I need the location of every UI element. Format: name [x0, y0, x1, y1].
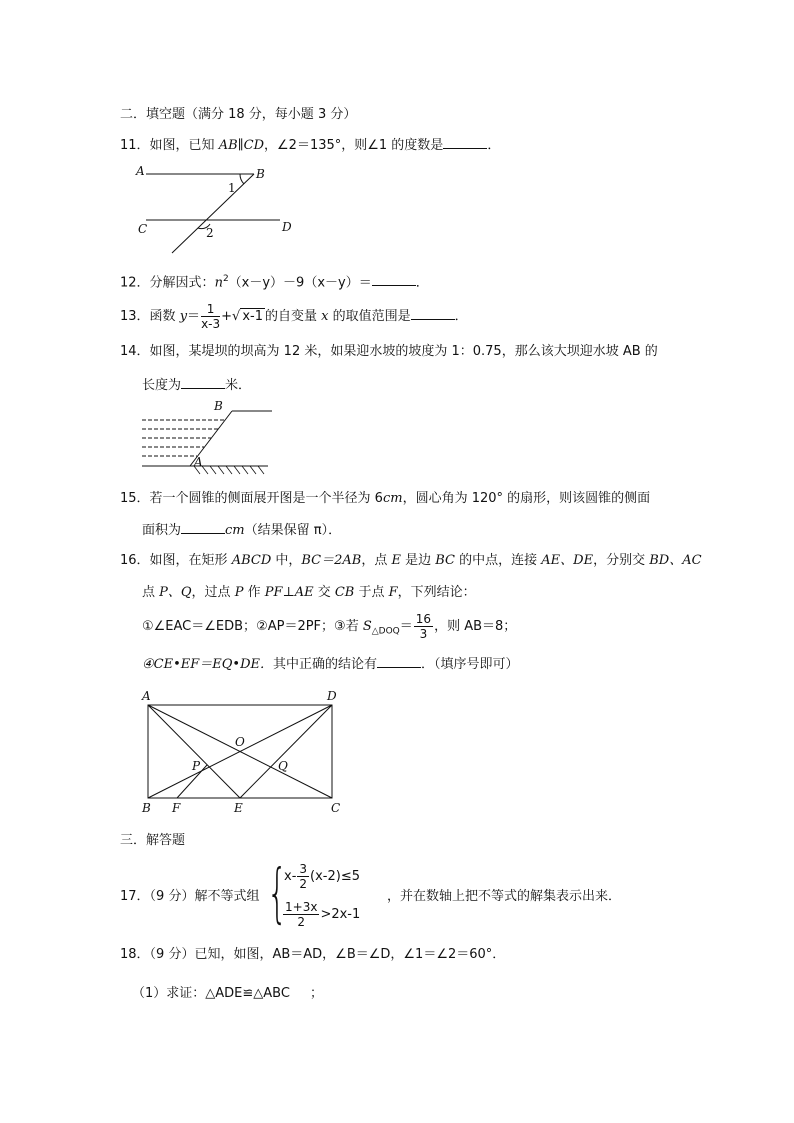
q16-text: ，点: [361, 553, 392, 568]
q13-y: y: [179, 309, 188, 324]
ineq1-den: 2: [299, 877, 308, 891]
q15-line2-a: 面积为: [142, 523, 182, 538]
answer-blank[interactable]: [181, 376, 225, 389]
q14-line2-b: 米．: [225, 378, 252, 393]
question-number: 12．: [120, 275, 150, 291]
q13-fraction: [201, 302, 220, 331]
conclusion-4: ④CE•EF＝EQ•DE．: [142, 657, 273, 672]
q16-text: 点: [142, 585, 160, 600]
q16-text: 交: [313, 585, 335, 600]
q15-unit: cm: [382, 491, 403, 506]
sqrt-sign: √: [232, 309, 241, 324]
q16-rectangle-figure: [134, 686, 354, 818]
q18-sub1: （1）求证：△ADE≌△ABC: [132, 986, 290, 1001]
q16-p: P: [234, 585, 244, 600]
answer-blank[interactable]: [411, 307, 455, 320]
answer-blank[interactable]: [443, 136, 487, 149]
segment-ae: [148, 705, 240, 798]
q12-end: ．: [415, 275, 429, 291]
question-number: 14．: [120, 344, 150, 359]
q16-f: F: [388, 585, 398, 600]
question-16-line2: [142, 584, 476, 602]
q16-text: 于点: [354, 585, 389, 600]
conclusion-3-b: ，则 AB＝8；: [434, 619, 517, 634]
conclusion-3-a: ③若: [334, 619, 363, 634]
q16-text: 作: [243, 585, 265, 600]
system-brace: {: [267, 857, 288, 931]
q16-numerator: 16: [415, 612, 432, 626]
answer-blank[interactable]: [372, 273, 416, 286]
label-b: B: [214, 399, 223, 413]
q12-text-a: 分解因式：: [149, 275, 215, 291]
q13-text-a: 函数: [149, 309, 180, 324]
q13-eq: ＝: [187, 309, 201, 324]
segment-de: [240, 705, 332, 798]
q16-bc2ab: BC＝2AB: [301, 553, 362, 568]
q11-figure: [132, 160, 302, 256]
q16-text: ．（填序号即可）: [421, 657, 519, 672]
q15-line2-b: （结果保留 π）．: [244, 523, 342, 538]
q11-end: ．: [487, 138, 501, 153]
q13-text-c: 的取值范围是: [328, 309, 411, 324]
question-number: 17．: [120, 889, 150, 904]
question-18-part1: [132, 985, 323, 1003]
question-17: [120, 888, 259, 906]
question-number: 13．: [120, 309, 150, 324]
q16-cb: CB: [334, 585, 355, 600]
section-heading-solutions: 三．解答题: [120, 833, 186, 848]
question-number: 11．: [120, 138, 150, 153]
question-number: 15．: [120, 491, 150, 506]
q13-numerator: 1: [201, 302, 220, 317]
label-a: A: [142, 689, 151, 703]
q12-n: n: [214, 275, 223, 291]
conclusion-2: ②AP＝2PF；: [256, 619, 335, 634]
ineq2-num: 1+3x: [285, 900, 318, 914]
question-11: [120, 136, 500, 155]
q13-sqrt-arg: x-1: [242, 309, 263, 324]
conclusion-1: ①∠EAC＝∠EDB；: [142, 619, 257, 634]
q11-text-a: 如图，已知: [149, 138, 219, 153]
q15-line1-b: ，圆心角为 120° 的扇形，则该圆锥的侧面: [402, 491, 651, 506]
inequality-2: [282, 900, 360, 930]
q16-e: E: [391, 553, 401, 568]
label-o: O: [235, 735, 245, 749]
answer-blank[interactable]: [181, 521, 225, 534]
question-16-line4: [142, 655, 519, 674]
question-number: 18．: [120, 947, 150, 962]
label-d: D: [327, 689, 337, 703]
label-1: 1: [228, 181, 236, 195]
q11-parallel: AB∥CD: [218, 138, 265, 153]
transversal: [172, 174, 254, 253]
question-16: [120, 552, 702, 570]
label-c: C: [331, 801, 341, 815]
label-f: F: [172, 801, 181, 815]
q16-text: ，分别交: [593, 553, 650, 568]
q17-tail: ，并在数轴上把不等式的解集表示出来．: [387, 889, 622, 904]
q16-pf-ae: PF⊥AE: [264, 585, 314, 600]
q12-mid: （x－y）－9（x－y）＝: [228, 275, 372, 291]
ground-hatch: [194, 466, 264, 474]
q16-fraction: [414, 612, 433, 641]
q16-denominator: 3: [419, 627, 428, 641]
q16-ae-de: AE、DE: [541, 553, 594, 568]
q14-line2-a: 长度为: [142, 378, 182, 393]
q13-plus: +: [221, 309, 233, 324]
question-number: 16．: [120, 553, 150, 568]
answer-blank[interactable]: [377, 655, 421, 668]
q16-bc: BC: [435, 553, 456, 568]
q18-sub1-end: ；: [309, 986, 323, 1001]
q14-line1: 如图，某堤坝的坝高为 12 米，如果迎水坡的坡度为 1：0.75，那么该大坝迎水坡 AB 的: [149, 344, 658, 359]
section-heading-fill-in: 二．填空题（满分 18 分，每小题 3 分）: [120, 107, 357, 122]
q16-bd-ac: BD、AC: [649, 553, 702, 568]
q17-score: （9 分）解不等式组: [149, 889, 260, 904]
q13-end: ．: [454, 309, 468, 324]
q16-text: 如图，在矩形: [149, 553, 232, 568]
label-b: B: [256, 167, 265, 181]
q18-text: （9 分）已知，如图，AB＝AD，∠B＝∠D，∠1＝∠2＝60°．: [149, 947, 506, 962]
question-15-line2: [142, 521, 341, 540]
q14-dam-figure: [138, 398, 278, 478]
q15-line1-a: 若一个圆锥的侧面展开图是一个半径为 6: [149, 491, 383, 506]
question-18: [120, 946, 505, 964]
conclusion-3-eq: ＝: [399, 619, 413, 634]
area-subscript: △DOQ: [371, 626, 400, 637]
q16-text: ，过点: [191, 585, 235, 600]
ineq1-num: 3: [299, 862, 308, 876]
ineq2-fraction: [283, 900, 319, 929]
q16-text: 中，: [271, 553, 302, 568]
label-2: 2: [206, 226, 214, 240]
q15-unit: cm: [225, 523, 245, 538]
q13-text-b: 的自变量: [265, 309, 322, 324]
q12-exponent: 2: [222, 274, 229, 284]
ineq1-a: x-: [284, 869, 297, 884]
q16-text: ，下列结论：: [397, 585, 476, 600]
q13-denominator: x-3: [201, 317, 221, 331]
q16-text: 是边: [401, 553, 436, 568]
q16-text: 的中点，连接: [455, 553, 542, 568]
q16-pq: P、Q: [159, 585, 192, 600]
inequality-1: [284, 862, 360, 892]
q16-text: 其中正确的结论有: [273, 657, 378, 672]
q11-text-b: ，∠2＝135°，则∠1 的度数是: [264, 138, 444, 153]
question-14-line2: [142, 376, 251, 395]
question-15: [120, 490, 650, 508]
ineq2-den: 2: [297, 915, 306, 929]
label-d: D: [282, 220, 292, 234]
ineq1-fraction: [297, 862, 309, 891]
label-b: B: [142, 801, 151, 815]
question-16-conclusions: [142, 612, 516, 647]
label-a: A: [136, 164, 145, 178]
question-12: [120, 270, 429, 292]
ineq2-b: >2x-1: [320, 907, 361, 922]
question-13: [120, 302, 468, 332]
label-p: P: [192, 759, 201, 773]
label-a: A: [194, 455, 203, 469]
angle-1-arc: [240, 174, 244, 184]
label-c: C: [138, 222, 148, 236]
area-s: S: [362, 619, 372, 634]
label-q: Q: [278, 759, 288, 773]
question-14: [120, 343, 658, 361]
label-e: E: [234, 801, 243, 815]
ineq1-b: (x-2)≤5: [310, 869, 360, 884]
q16-abcd: ABCD: [231, 553, 272, 568]
q13-x: x: [321, 309, 329, 324]
